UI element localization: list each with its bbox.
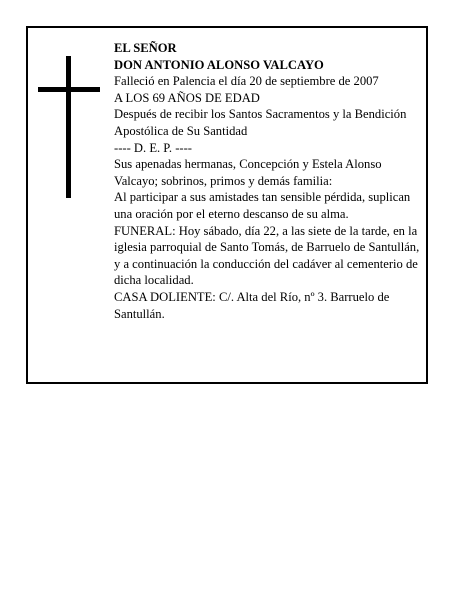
age-line: A LOS 69 AÑOS DE EDAD xyxy=(114,90,260,105)
latin-cross-icon xyxy=(38,56,100,198)
title-line-1: EL SEÑOR xyxy=(114,41,177,55)
cross-horizontal-bar xyxy=(38,87,100,92)
death-line: Falleció en Palencia el día 20 de septiembre de 2007 xyxy=(114,74,379,89)
sacraments-paragraph: Después de recibir los Santos Sacramentos y la Bendición Apostólica de Su Santidad xyxy=(114,107,407,138)
cross-vertical-bar xyxy=(66,56,71,198)
notice-text xyxy=(114,40,422,322)
funeral-paragraph: FUNERAL: Hoy sábado, día 22, a las siete de la tarde, en la iglesia parroquial de Santo Tomás, de Barruelo de Santullán, y a continuación la conducción del cadáver al cementerio de dicha localidad. xyxy=(114,223,420,288)
obituary-notice xyxy=(26,26,428,384)
dep-line: ---- D. E. P. ---- xyxy=(114,140,192,155)
title-line-2: DON ANTONIO ALONSO VALCAYO xyxy=(114,57,324,72)
address-paragraph: CASA DOLIENTE: C/. Alta del Río, nº 3. Barruelo de Santullán. xyxy=(114,289,390,321)
family-paragraph: Sus apenadas hermanas, Concepción y Estela Alonso Valcayo; sobrinos, primos y demás familia: xyxy=(114,157,382,188)
request-paragraph: Al participar a sus amistades tan sensible pérdida, suplican una oración por el eterno descanso de su alma. xyxy=(114,190,411,221)
